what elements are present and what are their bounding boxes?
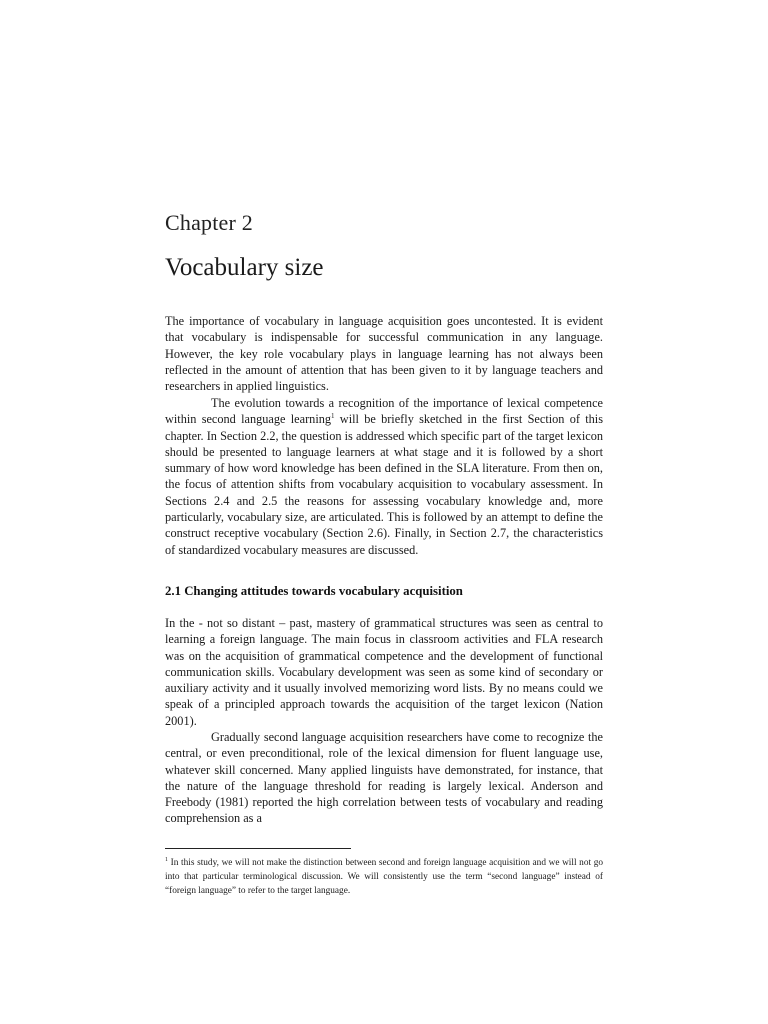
paragraph-text xyxy=(165,395,603,558)
section-paragraph-2 xyxy=(165,729,603,827)
footnote-text: In this study, we will not make the distinction between second and foreign language acquisition and we will not go into that particular terminological discussion. We will consistently use the term “second language” instead of “foreign language” to refer to the target language. xyxy=(165,858,603,897)
section-paragraph-1 xyxy=(165,615,603,729)
footnote xyxy=(165,856,603,899)
footnote-marker: 1 xyxy=(165,856,168,863)
overview-paragraph xyxy=(165,395,603,558)
paragraph-text: In the - not so distant – past, mastery of grammatical structures was seen as central to learning a foreign language. The main focus in classroom activities and FLA research was on the acquisition of grammatical competence and the development of functional communication skills. Vocabulary development was seen as some kind of secondary or auxiliary activity and it usually involved memorizing word lists. By no means could we speak of a principled approach towards the acquisition of the target lexicon (Nation 2001). xyxy=(165,616,603,728)
footnote-divider xyxy=(165,848,351,849)
paragraph-text: Gradually second language acquisition researchers have come to recognize the central, or even preconditional, role of the lexical dimension for fluent language use, whatever skill concerned. Many applied linguists have demonstrated, for instance, that the nature of the language threshold for reading is largely lexical. Anderson and Freebody (1981) reported the high correlation between tests of vocabulary and reading comprehension as a xyxy=(165,730,603,826)
paragraph-text: The importance of vocabulary in language acquisition goes uncontested. It is evident that vocabulary is indispensable for successful communication in any language. However, the key role vocabulary plays in language learning has not always been reflected in the amount of attention that has been given to it by language teachers and researchers in applied linguistics. xyxy=(165,314,603,394)
paragraph-text-after-note: will be briefly sketched in the first Section of this chapter. In Section 2.2, the question is addressed which specific part of the target lexicon should be presented to language learners at what stage and it is followed by a short summary of how word knowledge has been defined in the SLA literature. From then on, the focus of attention shifts from vocabulary acquisition to vocabulary assessment. In Sections 2.4 and 2.5 the reasons for assessing vocabulary knowledge and, more particularly, vocabulary size, are articulated. This is followed by an attempt to define the construct receptive vocabulary (Section 2.6). Finally, in Section 2.7, the characteristics of standardized vocabulary measures are discussed. xyxy=(165,412,603,557)
footnote-reference[interactable]: 1 xyxy=(331,412,335,421)
intro-paragraph xyxy=(165,313,603,394)
section-heading: 2.1 Changing attitudes towards vocabulary acquisition xyxy=(165,584,463,598)
chapter-title: Vocabulary size xyxy=(165,254,324,281)
paragraph-text-before-note: The evolution towards a recognition of the importance of lexical competence within second language learning xyxy=(165,396,603,427)
chapter-label: Chapter 2 xyxy=(165,210,253,235)
